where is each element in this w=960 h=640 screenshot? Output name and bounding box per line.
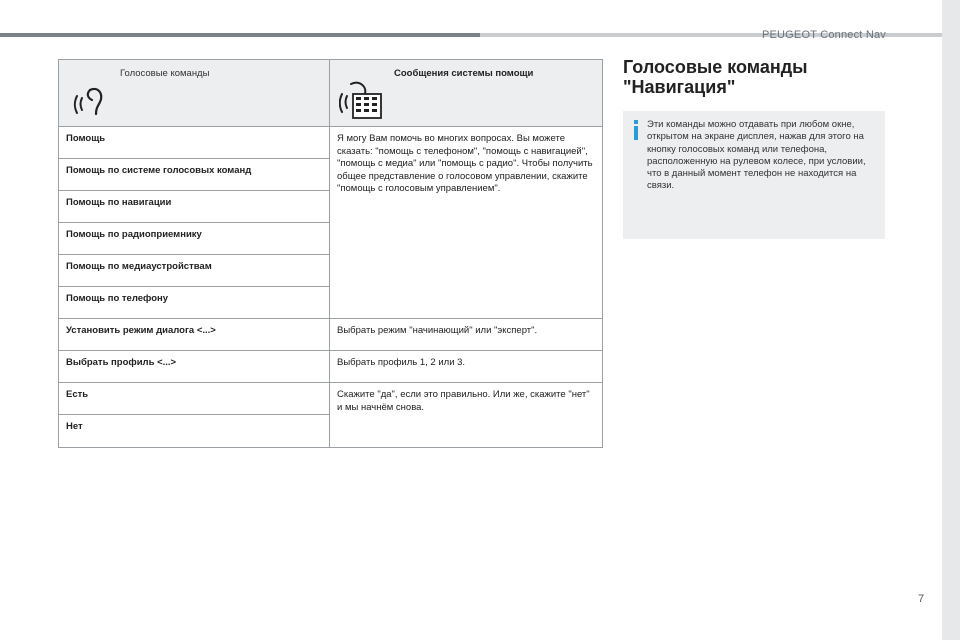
section-title [623, 57, 885, 97]
command-cell: Помощь по радиоприемнику [59, 223, 330, 255]
table-header-row [59, 60, 603, 127]
header-messages-label: Сообщения системы помощи [394, 68, 534, 79]
navigation-section [623, 57, 885, 239]
table-row [59, 319, 603, 351]
voice-commands-table [58, 59, 603, 448]
voice-keypad-icon [339, 76, 383, 120]
table-row [59, 127, 603, 159]
header-cell-messages [330, 60, 603, 127]
info-box [623, 111, 885, 239]
page-edge-strip [942, 0, 960, 640]
command-cell: Помощь [59, 127, 330, 159]
command-cell: Помощь по системе голосовых команд [59, 159, 330, 191]
command-cell: Помощь по медиаустройствам [59, 255, 330, 287]
message-cell: Выбрать режим "начинающий" или "эксперт". [330, 319, 603, 351]
command-cell: Помощь по телефону [59, 287, 330, 319]
table-row [59, 383, 603, 415]
help-message-cell: Я могу Вам помочь во многих вопросах. Вы можете сказать: "помощь с телефоном", "помощь с навигацией", "помощь с медиа" или "помощь с радио". Чтобы получить общее представление о голосовом управлении, скажите "помощь с голосовым управлением". [330, 127, 603, 319]
table-row [59, 351, 603, 383]
header-cell-commands [59, 60, 330, 127]
command-cell: Помощь по навигации [59, 191, 330, 223]
header-brand: PEUGEOT Connect Nav [761, 29, 886, 41]
command-cell: Есть [59, 383, 330, 415]
section-title-line2: "Навигация" [623, 77, 736, 97]
voice-command-icon [68, 76, 112, 120]
message-cell: Скажите "да", если это правильно. Или же, скажите "нет" и мы начнём снова. [330, 383, 603, 448]
header-bar-dark [0, 33, 480, 37]
info-icon [631, 120, 641, 140]
info-text: Эти команды можно отдавать при любом окне, открытом на экране дисплея, нажав для этого на кнопку голосовых команд или телефона, расположенную на рулевом колесе, при условии, что в данный момент телефон не находится на связи. [647, 119, 866, 192]
section-title-line1: Голосовые команды [623, 57, 808, 77]
command-cell: Выбрать профиль <...> [59, 351, 330, 383]
command-cell: Установить режим диалога <...> [59, 319, 330, 351]
header-commands-label: Голосовые команды [120, 68, 210, 79]
page-number: 7 [918, 593, 925, 605]
message-cell: Выбрать профиль 1, 2 или 3. [330, 351, 603, 383]
command-cell: Нет [59, 415, 330, 448]
